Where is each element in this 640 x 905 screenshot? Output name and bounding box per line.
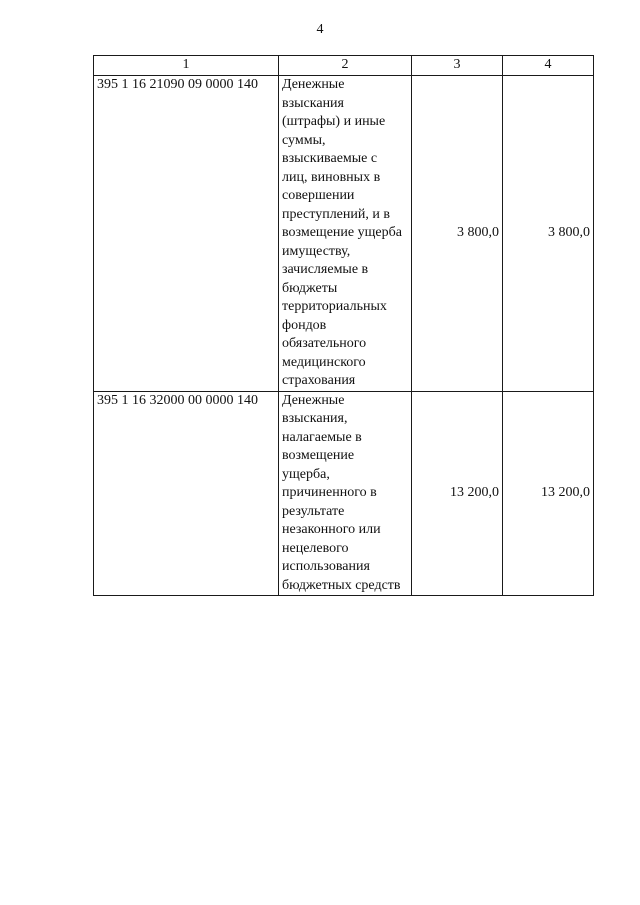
revenue-name-line: суммы, — [282, 132, 326, 148]
budget-table — [93, 55, 594, 596]
revenue-name-line: Денежные — [282, 392, 345, 408]
revenue-name-line: налагаемые в — [282, 429, 362, 445]
revenue-name-line: возмещение — [282, 448, 355, 463]
revenue-name-line: имуществу, — [282, 243, 351, 259]
revenue-name-line: взыскания, — [282, 411, 348, 426]
revenue-name-line: результате — [282, 503, 345, 519]
revenue-name-line: использования — [282, 559, 370, 574]
revenue-name-line: преступлений, и в — [282, 206, 390, 222]
revenue-name — [279, 391, 412, 596]
revenue-name-line: фондов — [282, 317, 327, 333]
revenue-name-line: нецелевого — [282, 540, 349, 556]
revenue-name-line: совершении — [282, 188, 355, 203]
column-header-1: 1 — [94, 56, 279, 76]
column-header-4: 4 — [503, 56, 594, 76]
table-row — [94, 76, 594, 392]
revenue-name-line: причиненного в — [282, 485, 377, 500]
table-header-row — [94, 56, 594, 76]
amount-column-4: 3 800,0 — [503, 76, 594, 392]
revenue-name-line: незаконного или — [282, 522, 381, 537]
revenue-name-line: бюджетных средств — [282, 577, 401, 593]
table-row — [94, 391, 594, 596]
revenue-name-line: бюджеты — [282, 280, 338, 296]
revenue-name-line: территориальных — [282, 299, 387, 314]
budget-code: 395 1 16 21090 09 0000 140 — [94, 76, 279, 392]
revenue-name — [279, 76, 412, 392]
revenue-name-line: (штрафы) и иные — [282, 114, 386, 129]
revenue-name-line: медицинского — [282, 354, 366, 370]
revenue-name-line: возмещение ущерба — [282, 225, 402, 240]
amount-column-3: 3 800,0 — [412, 76, 503, 392]
revenue-name-line: обязательного — [282, 336, 367, 351]
column-header-2: 2 — [279, 56, 412, 76]
revenue-name-line: взыскиваемые с — [282, 151, 378, 166]
page-number: 4 — [316, 22, 324, 37]
revenue-name-line: ущерба, — [282, 466, 330, 482]
revenue-name-line: страхования — [282, 373, 356, 388]
amount-column-3: 13 200,0 — [412, 391, 503, 596]
revenue-name-line: взыскания — [282, 95, 344, 111]
budget-code: 395 1 16 32000 00 0000 140 — [94, 391, 279, 596]
amount-column-4: 13 200,0 — [503, 391, 594, 596]
revenue-name-line: зачисляемые в — [282, 262, 369, 277]
revenue-name-line: лиц, виновных в — [282, 169, 381, 185]
column-header-3: 3 — [412, 56, 503, 76]
revenue-name-line: Денежные — [282, 77, 345, 92]
